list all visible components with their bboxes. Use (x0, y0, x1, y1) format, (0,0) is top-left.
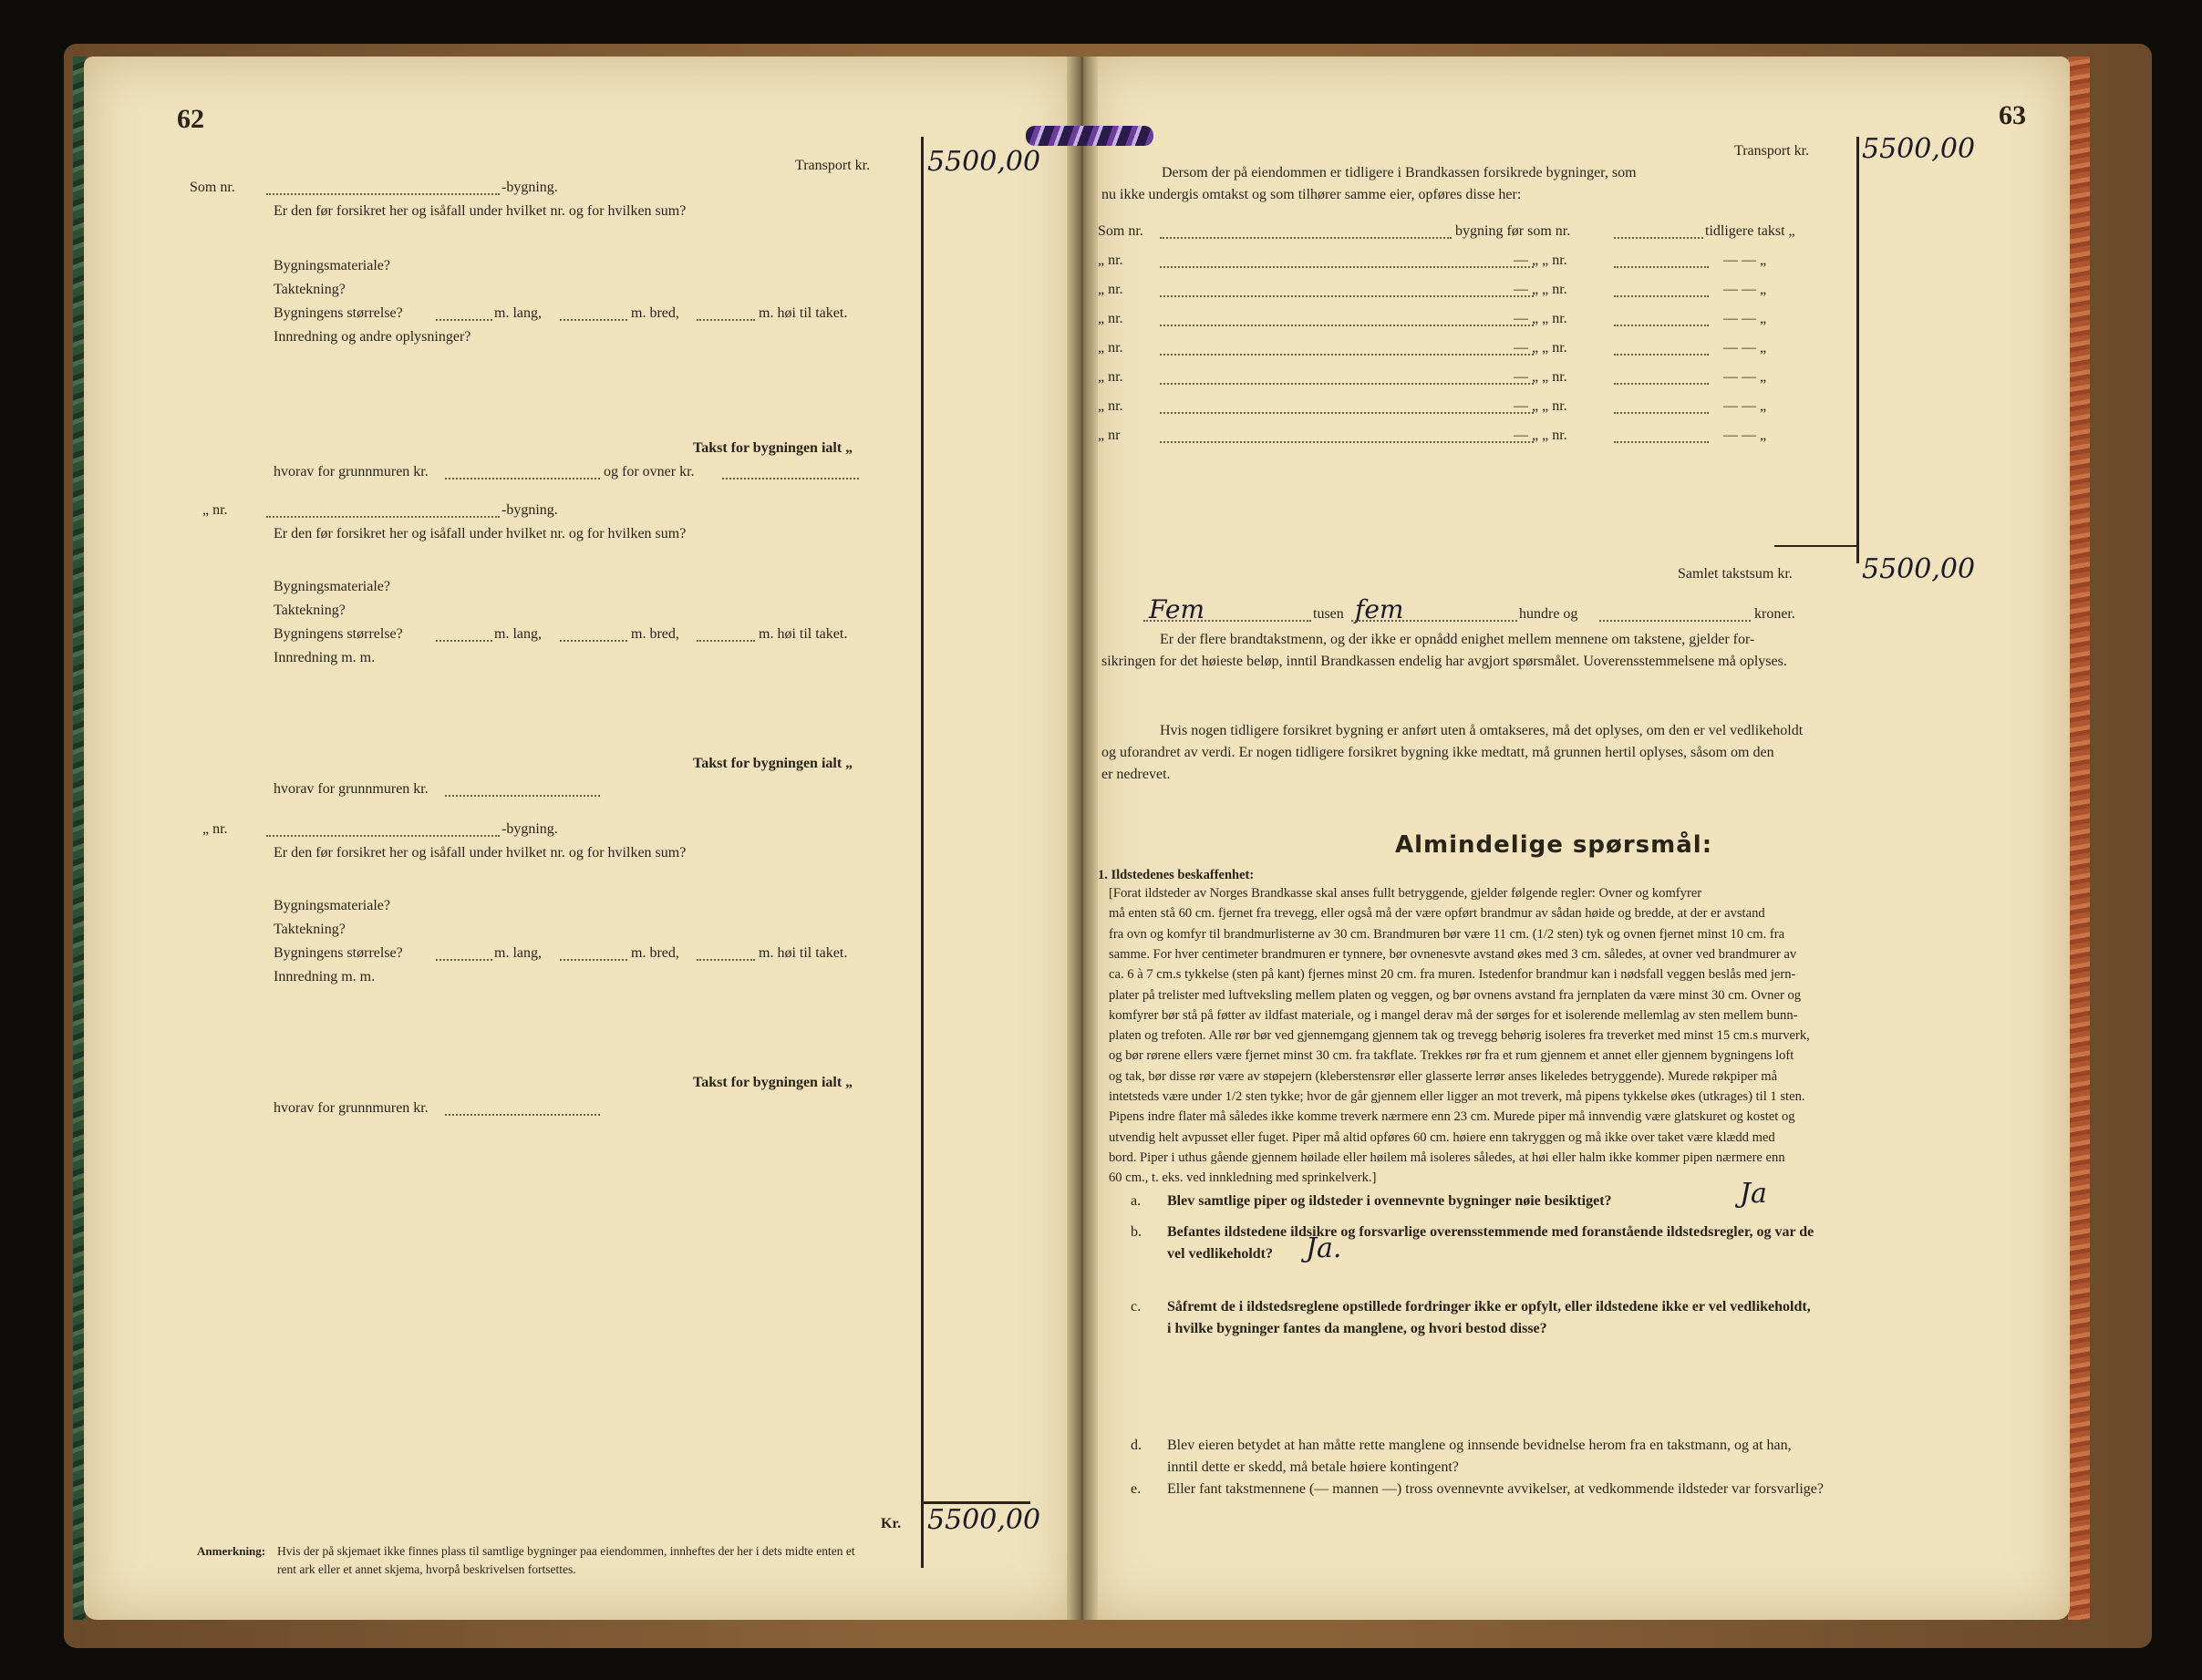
bookmark-ribbon (1026, 126, 1153, 146)
table-row-line (1160, 354, 1534, 356)
entry3-nr-line (266, 835, 500, 837)
table-row-nr-line (1614, 266, 1709, 268)
hvis-line2: og uforandret av verdi. Er nogen tidligere forsikret bygning ikke medtatt, må grunnen hertil oplyses, såsom om den (1101, 745, 1774, 760)
rule-line: 60 cm., t. eks. ved innkledning med sprinkelverk.] (1109, 1170, 1377, 1186)
table-row-takst: — — „ (1723, 311, 1767, 326)
anmerkning-line2: rent ark eller et annet skjema, hvorpå beskrivelsen fortsettes. (277, 1562, 576, 1576)
entry3-hoi: m. høi til taket. (759, 945, 848, 961)
qb-line2: vel vedlikeholdt? (1167, 1246, 1274, 1262)
qd-line2: inntil dette er skedd, må betale høiere kontingent? (1167, 1459, 1459, 1475)
table-row-line (1160, 295, 1534, 297)
table-row-nr: Som nr. (1098, 223, 1143, 239)
entry1-innredning: Innredning og andre oplysninger? (274, 329, 471, 345)
right-amount-column-rule (1856, 137, 1859, 563)
entry2-innredning: Innredning m. m. (274, 650, 376, 665)
amount-column-rule (921, 137, 924, 1568)
table-row-bygning: — „ „ nr. (1514, 253, 1567, 268)
rule-line: Pipens indre flater må således ikke komme treverk nærmere enn 23 cm. Murede piper må innvendig være glatskuret og kostet og (1109, 1109, 1795, 1125)
qb-line1: Befantes ildstedene ildsikre og forsvarlige overensstemmende med foranstående ildstedsregler, og var de (1167, 1224, 1814, 1240)
qb-label: b. (1131, 1224, 1142, 1240)
intro-line2: nu ikke undergis omtakst og som tilhører samme eier, opføres disse her: (1101, 187, 1522, 202)
entry1-som-nr: Som nr. (190, 180, 235, 195)
qb-answer: Ja. (1306, 1232, 1342, 1264)
words-thousands: Fem (1149, 594, 1205, 624)
intro-line1: Dersom der på eiendommen er tidligere i Brandkassen forsikrede bygninger, som (1162, 165, 1637, 180)
entry3-hoi-line (697, 959, 755, 961)
entry3-innredning: Innredning m. m. (274, 969, 376, 984)
entry1-lang-line (436, 319, 492, 321)
words-ones-line (1599, 620, 1751, 622)
entry1-nr-line (266, 193, 500, 195)
right-page (1085, 57, 2070, 1620)
transport-value: 5500,00 (927, 146, 1041, 178)
table-row-takst: — — „ (1723, 282, 1767, 297)
table-row-bygning: — „ „ nr. (1514, 311, 1567, 326)
entry2-grunnmur-line (445, 795, 600, 797)
entry1-lang: m. lang, (494, 305, 542, 321)
anmerkning-label: Anmerkning: (197, 1544, 266, 1558)
entry1-ovner-line (722, 478, 859, 479)
rule-line: bord. Piper i uthus gående gjennem høilade eller høilem må isoleres således, at høi eller halm ikke kommer pipen nærmere enn (1109, 1149, 1785, 1165)
rule-line: må enten stå 60 cm. fjernet fra trevegg, eller også må der være opført brandmur av sådan høide og bredde, at der er avstand (1109, 906, 1765, 922)
entry2-nr: „ nr. (202, 502, 228, 518)
entry2-lang-line (436, 640, 492, 642)
qe-line: Eller fant takstmennene (— mannen —) tross ovennevnte avvikelser, at vedkommende ildsteder var forsvarlige? (1167, 1481, 1824, 1497)
rule-line: utvendig helt avpusset eller fuget. Piper må altid opføres 60 cm. høiere enn takryggen og må ikke over taket være klædd med (1109, 1129, 1775, 1145)
words-thousands-line (1143, 620, 1311, 622)
table-row-line (1160, 266, 1534, 268)
table-row-bygning: — „ „ nr. (1514, 282, 1567, 297)
table-row-line (1160, 383, 1534, 385)
entry2-forsikret: Er den før forsikret her og isåfall under hvilket nr. og for hvilken sum? (274, 526, 687, 541)
table-row-nr: „ nr. (1098, 311, 1123, 326)
rule-line: komfyrer bør stå på føtter av ildfast materiale, og i mangel derav må der sørges for et isolerende mellemlag av sten mellem bunn- (1109, 1007, 1798, 1023)
table-row-nr: „ nr. (1098, 253, 1123, 268)
table-row-bygning: bygning før som nr. (1455, 223, 1571, 239)
entry3-grunnmur-line (445, 1114, 600, 1116)
table-row-nr-line (1614, 383, 1709, 385)
table-row-takst: — — „ (1723, 428, 1767, 443)
left-page (84, 57, 1076, 1620)
table-row-bygning: — „ „ nr. (1514, 369, 1567, 385)
table-row-nr-line (1614, 295, 1709, 297)
entry1-hvorav: hvorav for grunnmuren kr. (274, 464, 429, 479)
page-number-left: 62 (177, 104, 204, 134)
entry1-materiale: Bygningsmateriale? (274, 258, 390, 273)
rule-line: [Forat ildsteder av Norges Brandkasse skal anses fullt betryggende, gjelder følgende regler: Ovner og komfyrer (1109, 886, 1702, 901)
entry3-bred-line (560, 959, 627, 961)
entry3-hvorav: hvorav for grunnmuren kr. (274, 1100, 429, 1116)
qd-label: d. (1131, 1438, 1142, 1453)
qc-line2: i hvilke bygninger fantes da manglene, og hvori bestod disse? (1167, 1321, 1547, 1336)
hvis-line3: er nedrevet. (1101, 767, 1171, 782)
samlet-label: Samlet takstsum kr. (1678, 566, 1793, 582)
entry3-bygning: -bygning. (501, 821, 558, 837)
entry1-ovner: og for ovner kr. (604, 464, 695, 479)
rule-line: intetsteds være under 1/2 sten tykke; hvor de går gjennem eller ligger an mot treverk, må pipens tykkelse økes (utkrages) til 1 sten. (1109, 1089, 1805, 1104)
entry2-lang: m. lang, (494, 626, 542, 642)
table-row-nr-line (1614, 441, 1709, 443)
qc-label: c. (1131, 1299, 1142, 1314)
flere-line1: Er der flere brandtakstmenn, og der ikke er opnådd enighet mellem mennene om takstene, gjelder for- (1160, 632, 1755, 647)
entry1-bygning: -bygning. (501, 180, 558, 195)
entry3-lang-line (436, 959, 492, 961)
total-label: Kr. (881, 1516, 902, 1531)
words-kroner: kroner. (1754, 606, 1795, 622)
entry3-takst: Takst for bygningen ialt „ (693, 1075, 853, 1090)
table-row-nr: „ nr. (1098, 340, 1123, 356)
qe-label: e. (1131, 1481, 1142, 1497)
table-row-line (1160, 325, 1534, 326)
entry1-bred: m. bred, (631, 305, 679, 321)
words-hundre: hundre og (1519, 606, 1578, 622)
words-tusen: tusen (1313, 606, 1344, 622)
qa-question: Blev samtlige piper og ildsteder i ovennevnte bygninger nøie besiktiget? (1167, 1193, 1612, 1209)
qa-answer: Ja (1740, 1178, 1767, 1210)
entry3-forsikret: Er den før forsikret her og isåfall under hvilket nr. og for hvilken sum? (274, 845, 687, 861)
page-number-right: 63 (1999, 100, 2026, 130)
rule-line: platen og trefoten. Alle rør bør ved gjennemgang gjennem tak og trevegg behørig isoleres fra treverket med minst 15 cm.s murverk, (1109, 1028, 1810, 1044)
entry1-hoi: m. høi til taket. (759, 305, 848, 321)
entry3-taktekning: Taktekning? (274, 922, 346, 937)
anmerkning-line1: Hvis der på skjemaet ikke finnes plass til samtlige bygninger paa eiendommen, innheftes der her i dets midte enten et (277, 1544, 855, 1558)
right-transport-value: 5500,00 (1862, 133, 1976, 165)
entry1-forsikret: Er den før forsikret her og isåfall under hvilket nr. og for hvilken sum? (274, 203, 687, 219)
entry3-lang: m. lang, (494, 945, 542, 961)
table-row-nr-line (1614, 325, 1709, 326)
words-hundreds: fem (1355, 594, 1404, 624)
rule-line: ca. 6 à 7 cm.s tykkelse (sten på kant) fjernes minst 20 cm. fra muren. Istedenfor brandmur kan i nødsfall veggen beslås med jern- (1109, 967, 1796, 983)
samlet-rule (1774, 545, 1858, 547)
table-row-bygning: — „ „ nr. (1514, 398, 1567, 414)
rule-line: og bør rørene ellers være fjernet minst 30 cm. fra takflate. Trekkes rør fra et rum gjennem et annet eller gjennem bygningens loft (1109, 1048, 1794, 1064)
entry2-hvorav: hvorav for grunnmuren kr. (274, 781, 429, 797)
entry2-bred: m. bred, (631, 626, 679, 642)
right-transport-label: Transport kr. (1734, 143, 1810, 159)
rule-line: samme. For hver centimeter brandmuren er tynnere, bør ovnenesvte avstand økes med 3 cm. således, at ovner ved brandmurer av (1109, 946, 1797, 962)
table-row-nr-line (1614, 354, 1709, 356)
entry2-hoi-line (697, 640, 755, 642)
transport-label: Transport kr. (795, 158, 871, 173)
rule-line: fra ovn og komfyr til brandmurlisterne av 30 cm. Brandmuren bør være 11 cm. (1/2 sten) tyk og ovnen fjernet minst 10 cm. fra (1109, 926, 1785, 942)
rule-line: og tak, bør disse rør være av støpejern (kleberstensrør eller glasserte lerrør anses likeledes betryggende). Murede røkpiper må (1109, 1068, 1778, 1084)
table-row-nr: „ nr (1098, 428, 1121, 443)
table-row-nr: „ nr. (1098, 369, 1123, 385)
qd-line1: Blev eieren betydet at han måtte rette manglene og innsende bevidnelse herom fra en takstmann, og at han, (1167, 1438, 1792, 1453)
qc-line1: Såfremt de i ildstedsreglene opstillede fordringer ikke er opfylt, eller ildstedene ikke er vel vedlikeholdt, (1167, 1299, 1811, 1314)
rule-line: plater på trelister med luftveksling mellem platen og veggen, og bør ovnens avstand fra jernplaten da være minst 30 cm. Ovner og (1109, 987, 1802, 1003)
entry2-storrelse: Bygningens størrelse? (274, 626, 403, 642)
entry2-nr-line (266, 516, 500, 518)
table-row-nr: „ nr. (1098, 398, 1123, 414)
entry3-storrelse: Bygningens størrelse? (274, 945, 403, 961)
table-row-takst: — — „ (1723, 398, 1767, 414)
entry1-grunnmur-line (445, 478, 600, 479)
q1-label: 1. Ildstedenes beskaffenhet: (1098, 868, 1255, 882)
table-row-line (1160, 237, 1452, 239)
book-gutter (1067, 57, 1098, 1620)
entry2-bred-line (560, 640, 627, 642)
total-value: 5500,00 (927, 1504, 1041, 1536)
entry2-hoi: m. høi til taket. (759, 626, 848, 642)
table-row-line (1160, 412, 1534, 414)
entry1-storrelse: Bygningens størrelse? (274, 305, 403, 321)
entry3-bred: m. bred, (631, 945, 679, 961)
table-row-takst: tidligere takst „ (1705, 223, 1795, 239)
table-row-nr: „ nr. (1098, 282, 1123, 297)
table-row-takst: — — „ (1723, 340, 1767, 356)
table-row-takst: — — „ (1723, 253, 1767, 268)
words-hundreds-line (1351, 620, 1517, 622)
flere-line2: sikringen for det høieste beløp, inntil Brandkassen endelig har avgjort spørsmålet. Uoverensstemmelsene må oplyses. (1101, 654, 1787, 669)
table-row-bygning: — „ „ nr. (1514, 428, 1567, 443)
entry2-takst: Takst for bygningen ialt „ (693, 756, 853, 771)
table-row-bygning: — „ „ nr. (1514, 340, 1567, 356)
table-row-nr-line (1614, 237, 1703, 239)
entry3-nr: „ nr. (202, 821, 228, 837)
table-row-nr-line (1614, 412, 1709, 414)
qa-label: a. (1131, 1193, 1142, 1209)
right-page-marbled-edge (2068, 57, 2090, 1620)
entry2-materiale: Bygningsmateriale? (274, 579, 390, 594)
hvis-line1: Hvis nogen tidligere forsikret bygning er anført uten å omtakseres, må det oplyses, om den er vel vedlikeholdt (1160, 723, 1804, 738)
entry1-takst: Takst for bygningen ialt „ (693, 440, 853, 456)
entry1-bred-line (560, 319, 627, 321)
table-row-line (1160, 441, 1534, 443)
entry1-taktekning: Taktekning? (274, 282, 346, 297)
table-row-takst: — — „ (1723, 369, 1767, 385)
entry1-hoi-line (697, 319, 755, 321)
section-title: Almindelige spørsmål: (1395, 831, 1713, 859)
samlet-value: 5500,00 (1862, 553, 1976, 585)
entry2-bygning: -bygning. (501, 502, 558, 518)
entry2-taktekning: Taktekning? (274, 603, 346, 618)
entry3-materiale: Bygningsmateriale? (274, 898, 390, 913)
